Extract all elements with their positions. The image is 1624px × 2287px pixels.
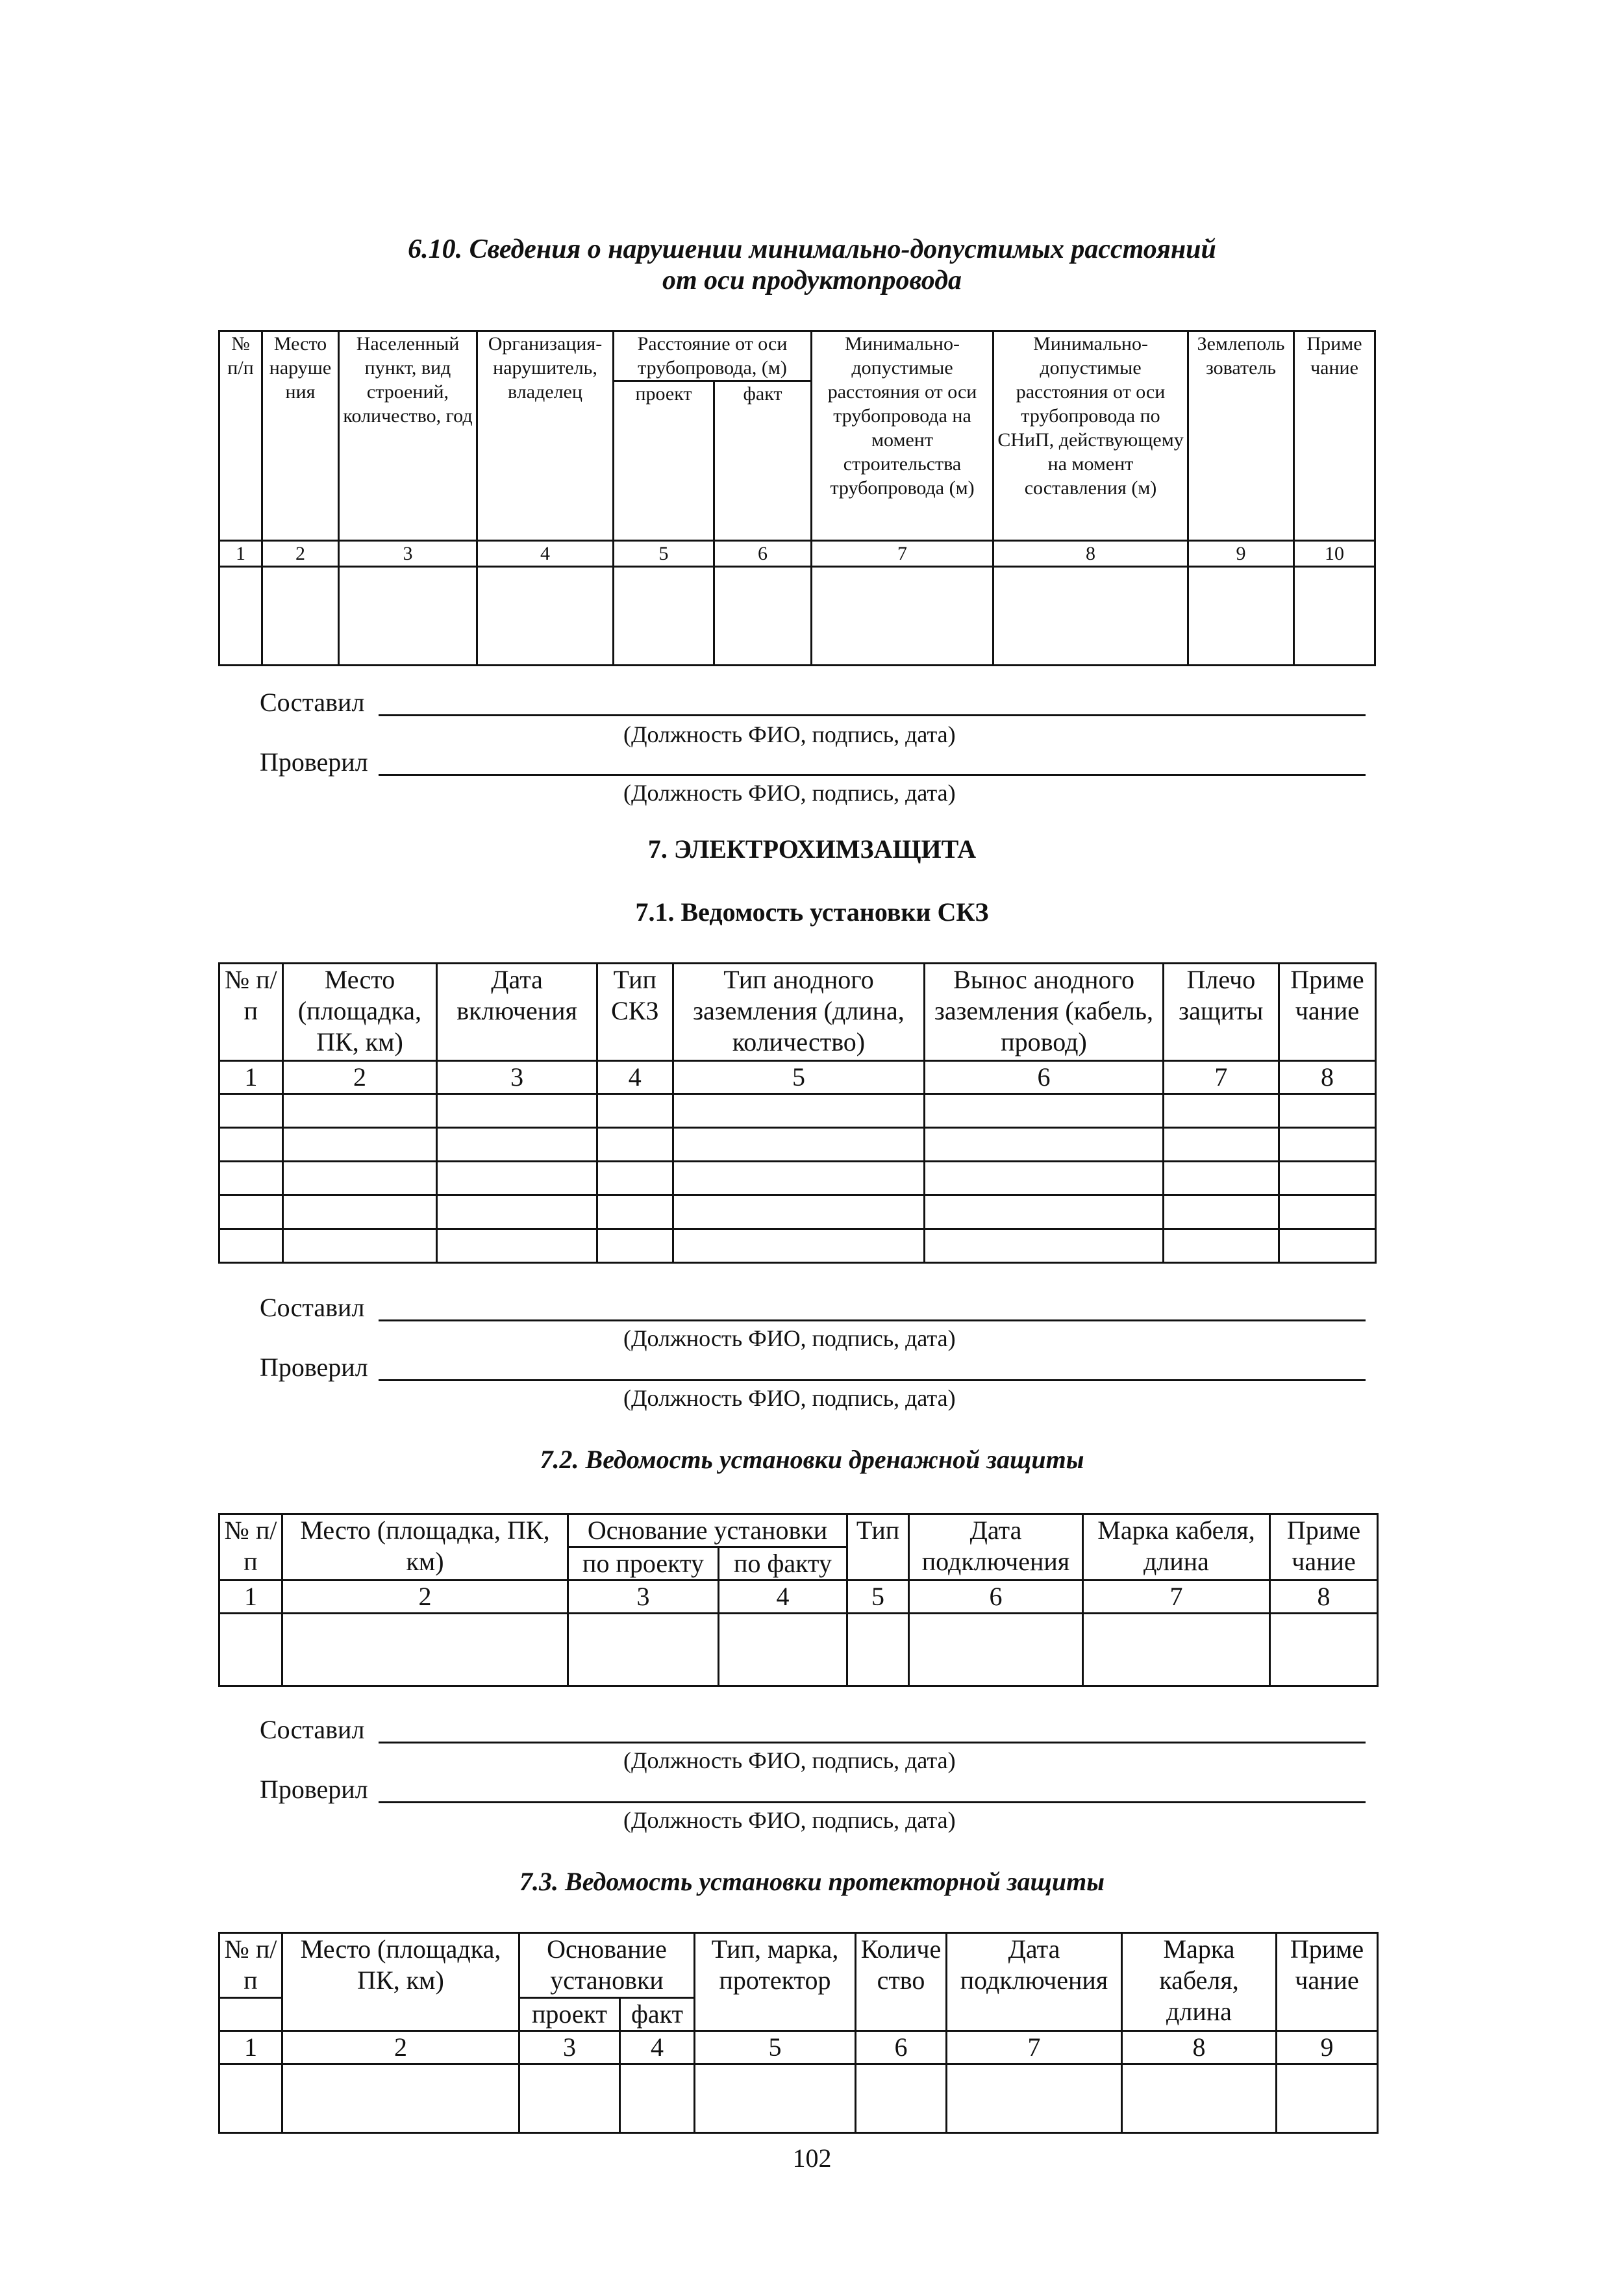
header-cable-grade: Марка кабеля, длина xyxy=(1122,1933,1277,2031)
column-number: 6 xyxy=(909,1581,1083,1614)
header-number-continued xyxy=(219,1998,282,2031)
section-7-3-title: 7.3. Ведомость установки протекторной защиты xyxy=(519,1867,1105,1896)
column-number: 8 xyxy=(993,541,1188,567)
column-number: 3 xyxy=(568,1581,719,1614)
protector-table xyxy=(218,1932,1379,2134)
table-row xyxy=(219,2064,1378,2133)
column-number: 4 xyxy=(620,2031,695,2064)
header-distance-project: проект xyxy=(614,381,714,541)
column-number: 7 xyxy=(1083,1581,1270,1614)
header-note: Приме чание xyxy=(1294,331,1375,541)
column-number: 2 xyxy=(262,541,339,567)
column-number: 3 xyxy=(437,1061,597,1094)
header-switch-on-date: Дата включения xyxy=(437,964,597,1061)
column-number: 3 xyxy=(519,2031,620,2064)
column-number: 6 xyxy=(925,1061,1163,1094)
header-connection-date: Дата подключения xyxy=(947,1933,1122,2031)
signature-hint: (Должность ФИО, подпись, дата) xyxy=(623,1325,956,1351)
section-6-10-title-line1: 6.10. Сведения о нарушении минимально-допустимых расстояний xyxy=(408,234,1216,264)
checked-by-line xyxy=(379,1801,1366,1803)
header-distance-from-axis: Расстояние от оси трубопровода, (м) xyxy=(614,331,812,381)
header-anode-grounding-outlet: Вынос анодного заземления (кабель, провод) xyxy=(925,964,1163,1061)
column-number: 5 xyxy=(673,1061,925,1094)
compiled-by-label: Составил xyxy=(260,688,365,717)
column-number: 8 xyxy=(1279,1061,1375,1094)
header-basis-project: по проекту xyxy=(568,1547,719,1581)
page-number: 102 xyxy=(792,2143,832,2173)
header-type: Тип xyxy=(847,1514,909,1581)
compiled-by-line xyxy=(379,1319,1366,1321)
header-basis-fact: по факту xyxy=(719,1547,847,1581)
checked-by-label: Проверил xyxy=(260,747,368,777)
signature-hint: (Должность ФИО, подпись, дата) xyxy=(623,1807,956,1833)
header-note: Приме чание xyxy=(1270,1514,1378,1581)
header-anode-grounding-type: Тип анодного заземления (длина, количество) xyxy=(673,964,925,1061)
column-number: 7 xyxy=(812,541,993,567)
section-6-10-title xyxy=(0,234,1624,297)
column-number: 4 xyxy=(719,1581,847,1614)
column-number: 4 xyxy=(597,1061,673,1094)
column-number: 1 xyxy=(219,1061,283,1094)
column-number: 8 xyxy=(1122,2031,1277,2064)
compiled-by-label: Составил xyxy=(260,1715,365,1744)
column-number: 5 xyxy=(847,1581,909,1614)
header-settlement: Населенный пункт, вид строений, количество, год xyxy=(339,331,477,541)
column-number: 6 xyxy=(856,2031,947,2064)
header-installation-basis: Основание установки xyxy=(568,1514,847,1547)
column-number: 9 xyxy=(1277,2031,1378,2064)
column-number: 10 xyxy=(1294,541,1375,567)
section-7-title: 7. ЭЛЕКТРОХИМЗАЩИТА xyxy=(647,834,977,864)
header-distance-fact: факт xyxy=(714,381,812,541)
column-number: 8 xyxy=(1270,1581,1378,1614)
section-7-2-title: 7.2. Ведомость установки дренажной защиты xyxy=(540,1445,1084,1474)
column-number: 2 xyxy=(282,1581,568,1614)
column-number: 9 xyxy=(1188,541,1294,567)
header-min-distance-construction: Минимально-допустимые расстояния от оси трубопровода на момент строительства трубопровода (м) xyxy=(812,331,993,541)
header-connection-date: Дата подключения xyxy=(909,1514,1083,1581)
header-cable-grade: Марка кабеля, длина xyxy=(1083,1514,1270,1581)
section-7-1-title: 7.1. Ведомость установки СКЗ xyxy=(635,897,989,927)
checked-by-label: Проверил xyxy=(260,1353,368,1382)
header-basis-project: проект xyxy=(519,1998,620,2031)
column-number: 2 xyxy=(282,2031,519,2064)
column-number: 4 xyxy=(477,541,614,567)
section-6-10-title-line2: от оси продуктопровода xyxy=(662,266,962,296)
header-protector-type: Тип, марка, протектор xyxy=(695,1933,856,2031)
header-violation-place: Место наруше ния xyxy=(262,331,339,541)
header-min-distance-snip: Минимально-допустимые расстояния от оси трубопровода по СНиП, действующему на момент составления (м) xyxy=(993,331,1188,541)
header-ckz-type: Тип СКЗ xyxy=(597,964,673,1061)
table-row xyxy=(219,1195,1376,1229)
signature-hint: (Должность ФИО, подпись, дата) xyxy=(623,1747,956,1773)
column-number: 2 xyxy=(282,1061,437,1094)
header-quantity: Количе ство xyxy=(856,1933,947,2031)
header-number: № п/п xyxy=(219,964,283,1061)
compiled-by-line xyxy=(379,714,1366,716)
table-row xyxy=(219,1229,1376,1263)
column-number: 7 xyxy=(1163,1061,1279,1094)
header-note: Приме чание xyxy=(1277,1933,1378,2031)
column-number: 5 xyxy=(695,2031,856,2064)
column-number: 3 xyxy=(339,541,477,567)
violations-table xyxy=(218,330,1376,666)
header-land-user: Землеполь зователь xyxy=(1188,331,1294,541)
header-number: № п/п xyxy=(219,1514,282,1581)
header-installation-basis: Основание установки xyxy=(519,1933,695,1998)
header-location: Место (площадка, ПК, км) xyxy=(282,1514,568,1581)
checked-by-line xyxy=(379,774,1366,776)
header-violator-org: Организация-нарушитель, владелец xyxy=(477,331,614,541)
table-row xyxy=(219,1162,1376,1195)
column-number: 5 xyxy=(614,541,714,567)
header-location: Место (площадка, ПК, км) xyxy=(282,964,437,1061)
table-row xyxy=(219,1614,1378,1686)
header-number: № п/п xyxy=(219,1933,282,1998)
checked-by-line xyxy=(379,1379,1366,1381)
column-number: 7 xyxy=(947,2031,1122,2064)
column-number: 6 xyxy=(714,541,812,567)
compiled-by-line xyxy=(379,1742,1366,1743)
drainage-table xyxy=(218,1513,1379,1687)
table-row xyxy=(219,1094,1376,1128)
signature-hint: (Должность ФИО, подпись, дата) xyxy=(623,1385,956,1411)
header-location: Место (площадка, ПК, км) xyxy=(282,1933,519,2031)
header-note: Приме чание xyxy=(1279,964,1375,1061)
header-basis-fact: факт xyxy=(620,1998,695,2031)
signature-hint: (Должность ФИО, подпись, дата) xyxy=(623,721,956,747)
compiled-by-label: Составил xyxy=(260,1293,365,1322)
checked-by-label: Проверил xyxy=(260,1775,368,1804)
ckz-table xyxy=(218,962,1377,1264)
column-number: 1 xyxy=(219,2031,282,2064)
table-row xyxy=(219,567,1375,666)
column-number: 1 xyxy=(219,541,262,567)
table-row xyxy=(219,1128,1376,1162)
column-number: 1 xyxy=(219,1581,282,1614)
header-number: № п/п xyxy=(219,331,262,541)
signature-hint: (Должность ФИО, подпись, дата) xyxy=(623,780,956,806)
header-protection-arm: Плечо защиты xyxy=(1163,964,1279,1061)
